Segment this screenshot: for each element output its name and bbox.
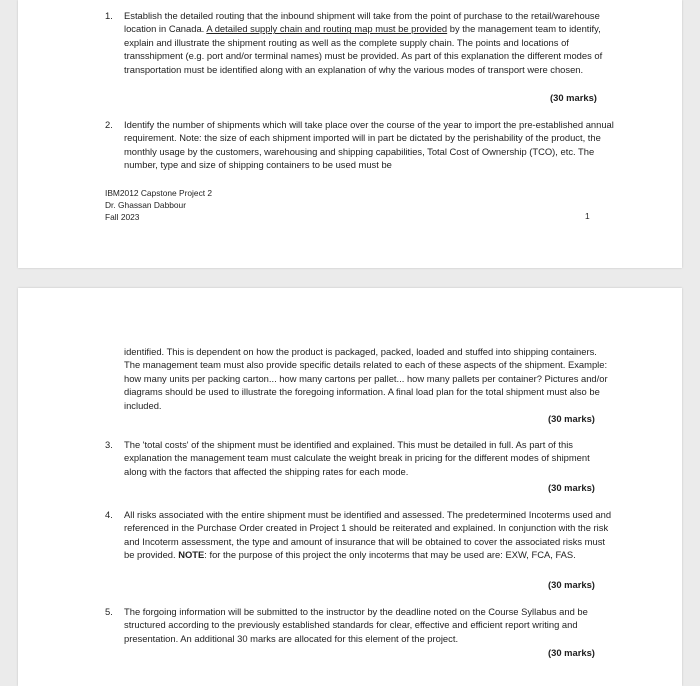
page-footer (105, 187, 212, 223)
item-text: The 'total costs' of the shipment must be identified and explained. This must be detailed in full. As part of this explanation the management team must calculate the weight break in pricing for the different modes of shipment along with the factors that affected the shipping rates for each mode. (124, 439, 590, 477)
item-number: 5. (105, 606, 113, 617)
document-page-1 (18, 0, 682, 268)
list-item-3 (105, 438, 612, 478)
list-item-4 (105, 508, 612, 562)
marks-label: (30 marks) (548, 579, 595, 590)
item-number: 3. (105, 439, 113, 450)
underlined-text: A detailed supply chain and routing map must be provided (206, 23, 448, 35)
list-item-2 (105, 118, 627, 172)
list-item-5 (105, 605, 620, 645)
course-code: IBM2012 Capstone Project 2 (105, 188, 213, 198)
item-number: 4. (105, 509, 113, 520)
marks-label: (30 marks) (548, 413, 595, 424)
item-text: Establish the detailed routing that the inbound shipment will take from the point of purchase to the retail/warehouse location in Canada. A detailed supply chain and routing map must be provided by the management team to identify, explain and illustrate the shipment routing as well as the complete supply chain. The points and locations of transshipment (e.g. port and/or terminal names) must be provided. As part of this explanation the different modes of transportation must be identified along with an explanation of why the various modes of transport were chosen. (124, 10, 603, 75)
instructor-name: Dr. Ghassan Dabbour (105, 200, 187, 210)
item-text: identified. This is dependent on how the product is packaged, packed, loaded and stuffed into shipping containers. The management team must also provide specific details related to each of these aspects of the shipment. Example: how many units per packing carton... how many cartons per pallet... how many pallets per container? Pictures and/or diagrams should be used to illustrate the foregoing information. A final load plan for the total shipment must also be included. (124, 346, 608, 411)
document-page-2 (18, 288, 682, 686)
list-item-1 (105, 9, 627, 76)
page-number: 1 (585, 211, 590, 221)
item-text: All risks associated with the entire shipment must be identified and assessed. The predetermined Incoterms used and referenced in the Purchase Order created in Project 1 should be reiterated and explained. In conjunction with the risk and Incoterm assessment, the type and amount of insurance that will be obtained to cover the associated risks must be provided. NOTE: for the purpose of this project the only incoterms that may be used are: EXW, FCA, FAS. (124, 509, 612, 561)
marks-label: (30 marks) (548, 647, 595, 658)
item-number: 1. (105, 10, 113, 21)
item-text: The forgoing information will be submitted to the instructor by the deadline noted on the Course Syllabus and be structured according to the previously established standards for clear, effective and efficient report writing and presentation. An additional 30 marks are allocated for this element of the project. (124, 606, 588, 644)
note-label: NOTE (178, 549, 205, 561)
list-item-2-continued (124, 345, 611, 412)
marks-label: (30 marks) (548, 482, 595, 493)
item-number: 2. (105, 119, 113, 130)
term: Fall 2023 (105, 212, 140, 222)
item-text: Identify the number of shipments which will take place over the course of the year to import the pre-established annual requirement. Note: the size of each shipment imported will in part be dictated by the perishability of the product, the monthly usage by the customers, warehousing and shipping capabilities, Total Cost of Ownership (TCO), etc. The number, type and size of shipping containers to be used must be (124, 119, 614, 171)
marks-label: (30 marks) (550, 92, 597, 103)
